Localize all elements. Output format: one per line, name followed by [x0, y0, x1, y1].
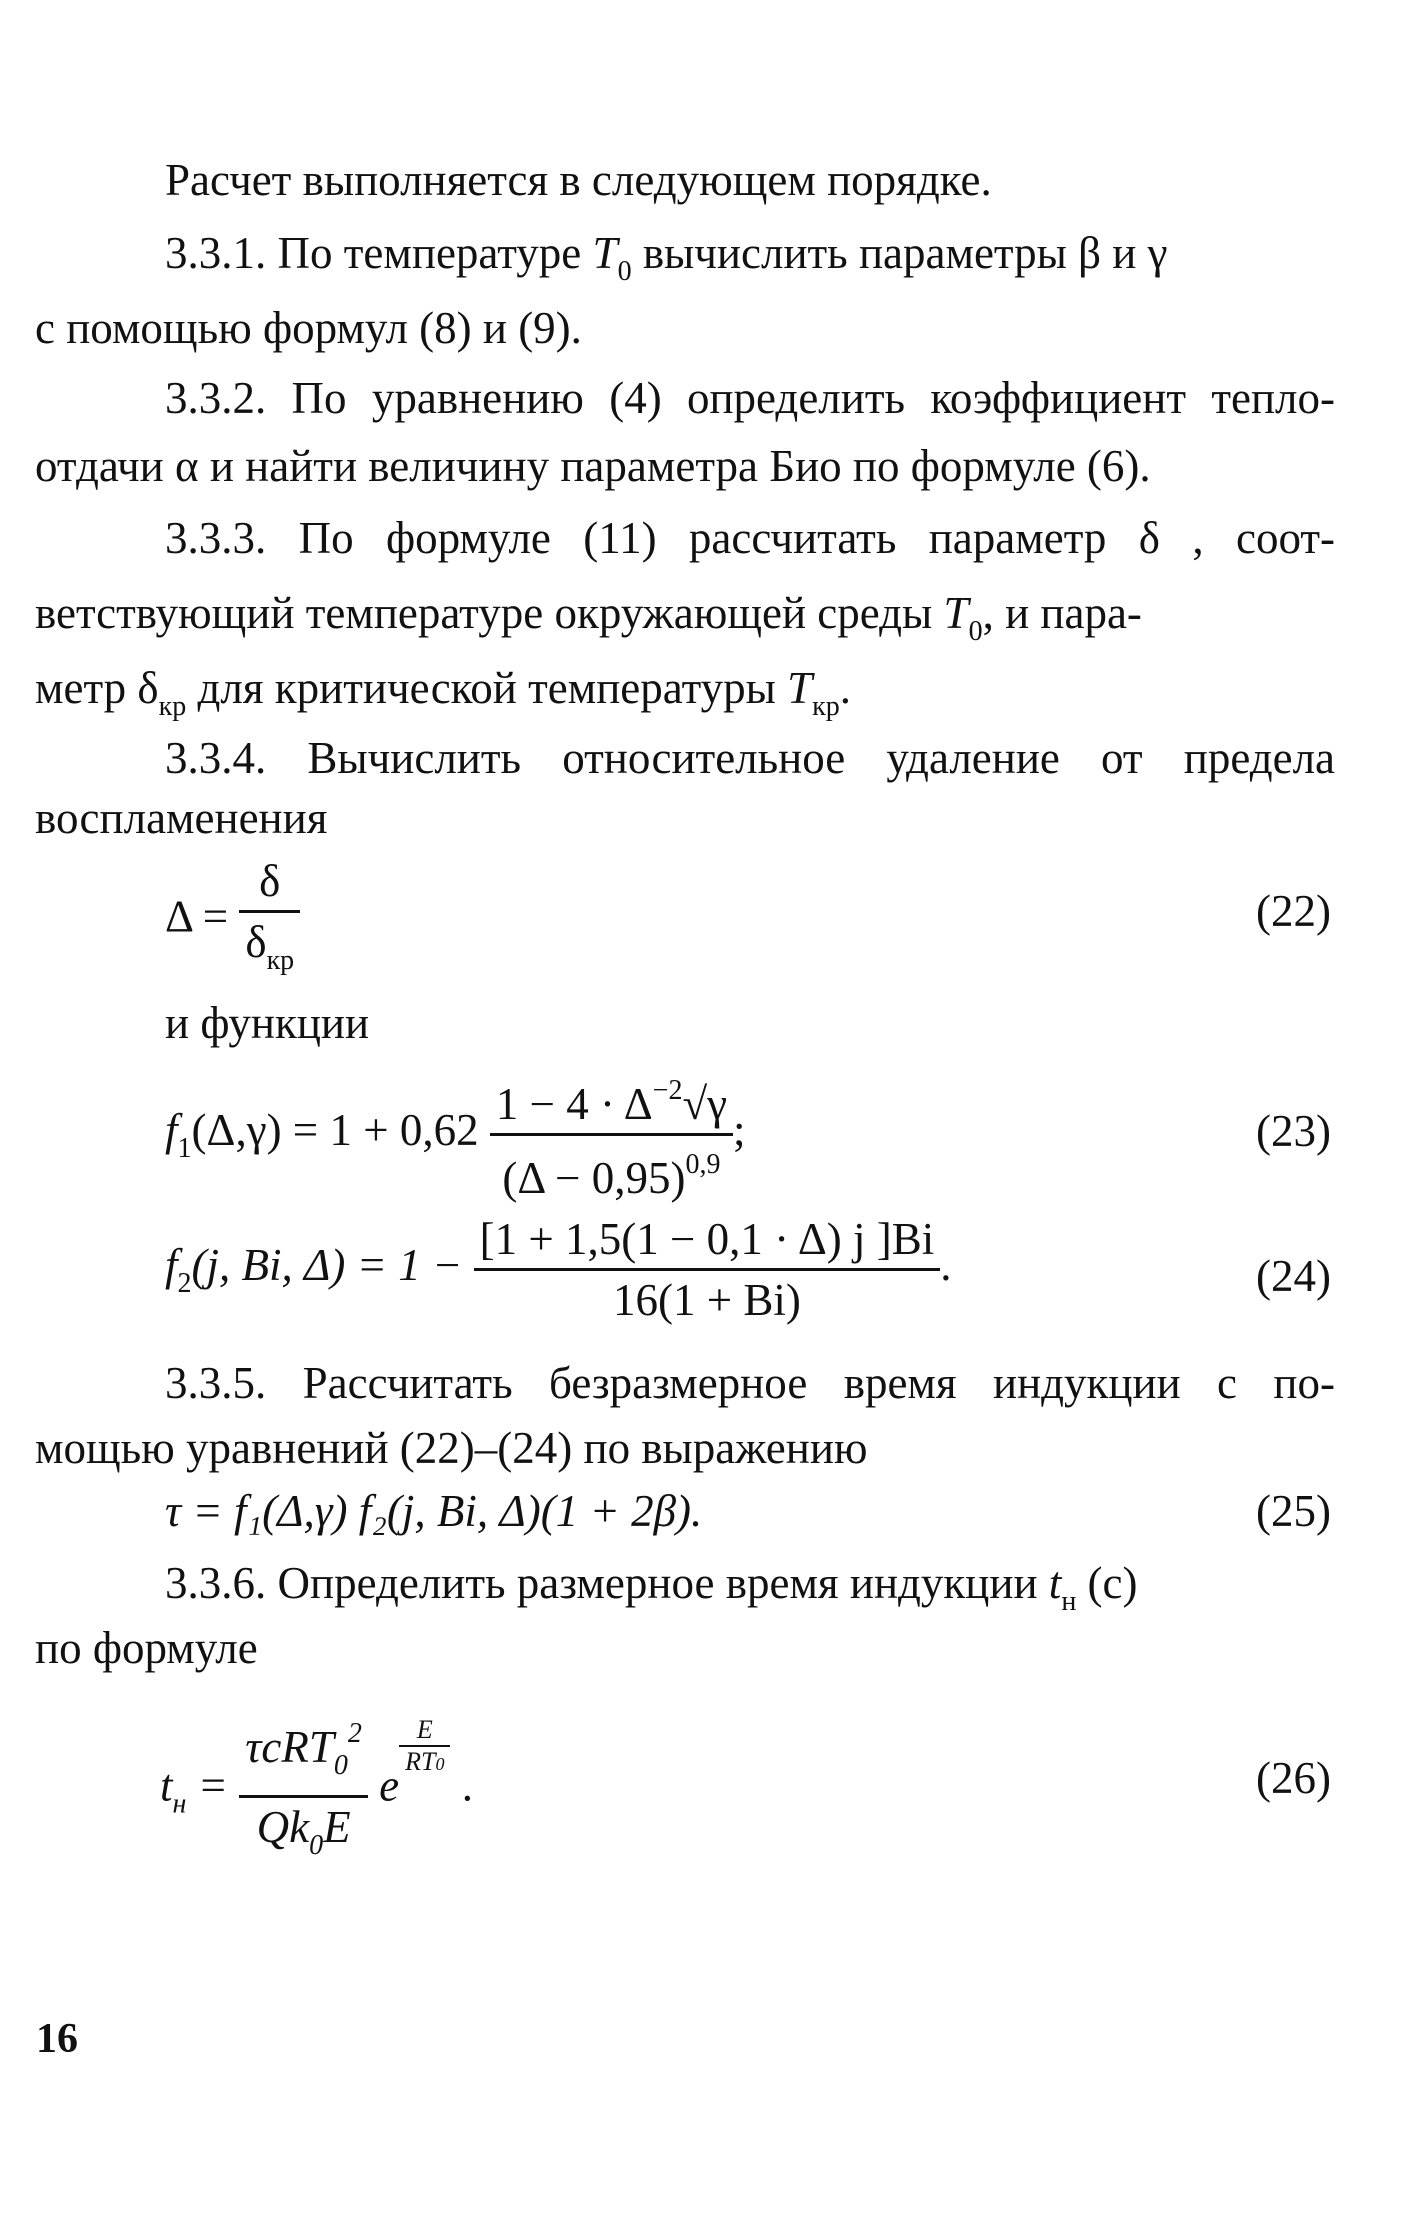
s5-line2: мощью уравнений (22)–(24) по выражению	[35, 1423, 868, 1473]
s4-line1: 3.3.4. Вычислить относительное удаление от предела	[165, 733, 1335, 783]
s1-line2: с помощью формул (8) и (9).	[35, 303, 582, 353]
equation-24: $f_2(j$, Bi, Δ) = 1 − $\frac{[1 + 1,5(1 - 0,1 \cdot \Delta) j ]Bi}{16(1 + Bi)}$ .	[165, 1210, 952, 1329]
s2-line1: 3.3.2. По уравнению (4) определить коэффициент тепло-	[165, 373, 1335, 423]
s2-line2: отдачи α и найти величину параметра Био по формуле (6).	[35, 441, 1151, 491]
equation-number-23: (23)	[1256, 1106, 1331, 1156]
s5-line1: 3.3.5. Рассчитать безразмерное время индукции с по-	[165, 1358, 1335, 1408]
equation-23: $f_1(\Delta,\gamma) = 1 + 0,62$ $\frac{1 - 4 \cdot \Delta^{-2}√\gamma}{(\Delta - 0,95)^{0,9}}$ ;	[165, 1062, 746, 1207]
equation-number-22: (22)	[1256, 886, 1331, 936]
equation-26: $t_н$ = $\frac{\tau cRT_0^2}{Qk_0E}$ e $\frac{E}{RT0}$ .	[160, 1705, 473, 1875]
equation-number-24: (24)	[1256, 1251, 1331, 1301]
equation-22: Δ = $\frac{\delta}{\delta_{кр}}$	[165, 852, 300, 990]
intro-line: Расчет выполняется в следующем порядке.	[165, 155, 992, 205]
s3-line3: метр $\delta_{кр}$ для критической температуры $T_{кр}$.	[35, 663, 852, 722]
equation-25: τ = f₁(Δ,γ) f₂(j, Bi, Δ)(1 + 2β).	[165, 1486, 703, 1536]
s4-line2: воспламенения	[35, 793, 328, 843]
s1-line1: 3.3.1. По температуре $T_0$ вычислить параметры β и γ	[165, 228, 1168, 287]
page-number: 16	[36, 2016, 78, 2062]
and-functions: и функции	[165, 998, 370, 1048]
s3-line1: 3.3.3. По формуле (11) рассчитать параметр δ , соот-	[165, 513, 1335, 563]
equation-number-25: (25)	[1256, 1486, 1331, 1536]
s3-line2: ветствующий температуре окружающей среды $T_0$, и пара-	[35, 588, 1142, 647]
s6-line1: 3.3.6. Определить размерное время индукции $t_н$ (с)	[165, 1558, 1138, 1617]
equation-number-26: (26)	[1256, 1753, 1331, 1803]
s6-line2: по формуле	[35, 1623, 258, 1673]
